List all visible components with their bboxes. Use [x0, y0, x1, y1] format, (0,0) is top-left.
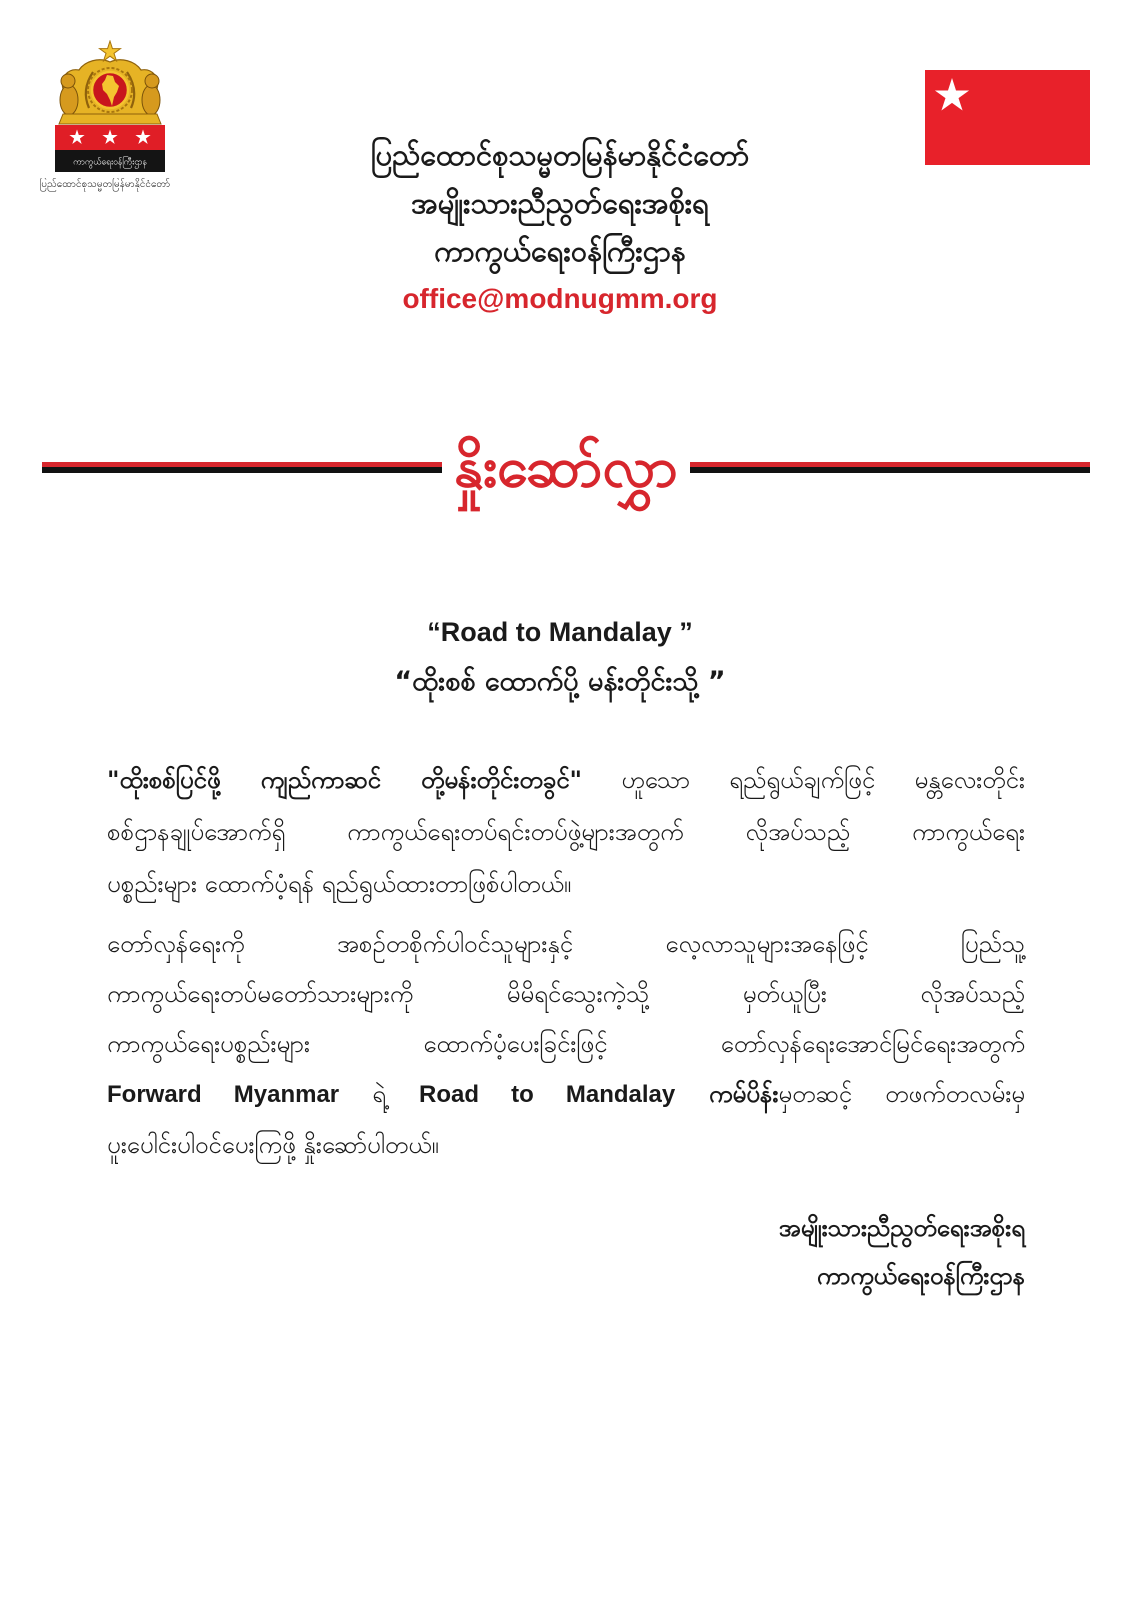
left-lion-body — [60, 85, 78, 115]
bold-text-segment: ကမ်ပိန်း — [675, 1080, 779, 1108]
government-name: အမျိုးသားညီညွတ်ရေးအစိုးရ — [411, 186, 709, 220]
text-segment: ကာကွယ်ရေးတပ်မတော်သားများကို မိမိရင်သွေးကဲ့သို့ မှတ်ယူပြီး လိုအပ်သည့် — [107, 980, 1025, 1008]
paragraph-line — [107, 858, 1025, 910]
bold-text-segment: Road to Mandalay — [419, 1081, 676, 1108]
right-lion-body — [142, 85, 160, 115]
right-lion-head — [145, 74, 159, 88]
country-name: ပြည်ထောင်စုသမ္မတမြန်မာနိုင်ငံတော် — [370, 138, 750, 172]
ministry-name: ကာကွယ်ရေးဝန်ကြီးဌာန — [434, 234, 686, 268]
text-segment: တော်လှန်ရေးကို အစဉ်တစိုက်ပါဝင်သူများနှင့် လေ့လာသူများအနေဖြင့် ပြည်သူ့ — [107, 930, 1025, 958]
title-myanmar: “ထိုးစစ် ထောက်ပို့ မန်းတိုင်းသို့ ” — [394, 666, 726, 697]
notice-label: နှိုးဆော်လွှာ — [453, 435, 679, 500]
text-segment: ပစ္စည်းများ ထောက်ပံ့ရန် ရည်ရွယ်ထားတာဖြစ်ပါတယ်။ — [107, 870, 572, 898]
paragraph-line — [107, 919, 1025, 969]
divider-right-bar — [690, 462, 1090, 473]
text-segment: မှတဆင့် တဖက်တလမ်းမှ — [778, 1080, 1026, 1108]
emblem-caption: ပြည်ထောင်စုသမ္မတမြန်မာနိုင်ငံတော် — [39, 179, 171, 190]
paragraph-2 — [107, 919, 1025, 1170]
letterhead — [210, 131, 910, 323]
state-emblem-icon — [55, 40, 165, 175]
flag-field — [925, 70, 1090, 165]
paragraph-line — [107, 754, 1025, 806]
bold-text-segment: Forward Myanmar — [107, 1081, 340, 1108]
flag-icon — [925, 70, 1090, 165]
signature-government: အမျိုးသားညီညွတ်ရေးအစိုးရ — [778, 1214, 1025, 1242]
emblem-ribbon — [59, 114, 161, 124]
paragraph-line — [107, 1069, 1025, 1120]
paragraph-1 — [107, 754, 1025, 910]
text-segment: ပူးပေါင်းပါဝင်ပေးကြဖို့ နှိုးဆော်ပါတယ်။ — [107, 1131, 439, 1159]
notice-divider — [42, 425, 1090, 510]
campaign-slogan: "ထိုးစစ်ပြင်ဖို့ ကျည်ကာဆင် တို့မန်းတိုင်းတခွင်" — [107, 766, 583, 794]
contact-email: office@modnugmm.org — [402, 283, 718, 314]
left-lion-head — [61, 74, 75, 88]
notice-title — [160, 607, 960, 707]
emblem-banner-text: ကာကွယ်ရေးဝန်ကြီးဌာန — [73, 157, 147, 168]
emblem-top-star-icon — [100, 41, 121, 61]
divider-left-bar — [42, 462, 442, 473]
text-segment: စစ်ဌာနချုပ်အောက်ရှိ ကာကွယ်ရေးတပ်ရင်းတပ်ဖွဲ့များအတွက် လိုအပ်သည့် ကာကွယ်ရေး — [107, 818, 1025, 846]
paragraph-line — [107, 969, 1025, 1019]
signature-block — [525, 1204, 1025, 1300]
text-segment: ကာကွယ်ရေးပစ္စည်းများ ထောက်ပံ့ပေးခြင်းဖြင့် တော်လှန်ရေးအောင်မြင်ရေးအတွက် — [107, 1030, 1025, 1058]
signature-ministry: ကာကွယ်ရေးဝန်ကြီးဌာန — [816, 1262, 1025, 1290]
paragraph-line — [107, 1019, 1025, 1069]
paragraph-line — [107, 1120, 1025, 1170]
title-english: “Road to Mandalay ” — [427, 617, 693, 647]
text-segment: ဟူသော ရည်ရွယ်ချက်ဖြင့် မန္တလေးတိုင်း — [582, 766, 1025, 794]
paragraph-line — [107, 806, 1025, 858]
text-segment: ရဲ့ — [339, 1080, 420, 1108]
